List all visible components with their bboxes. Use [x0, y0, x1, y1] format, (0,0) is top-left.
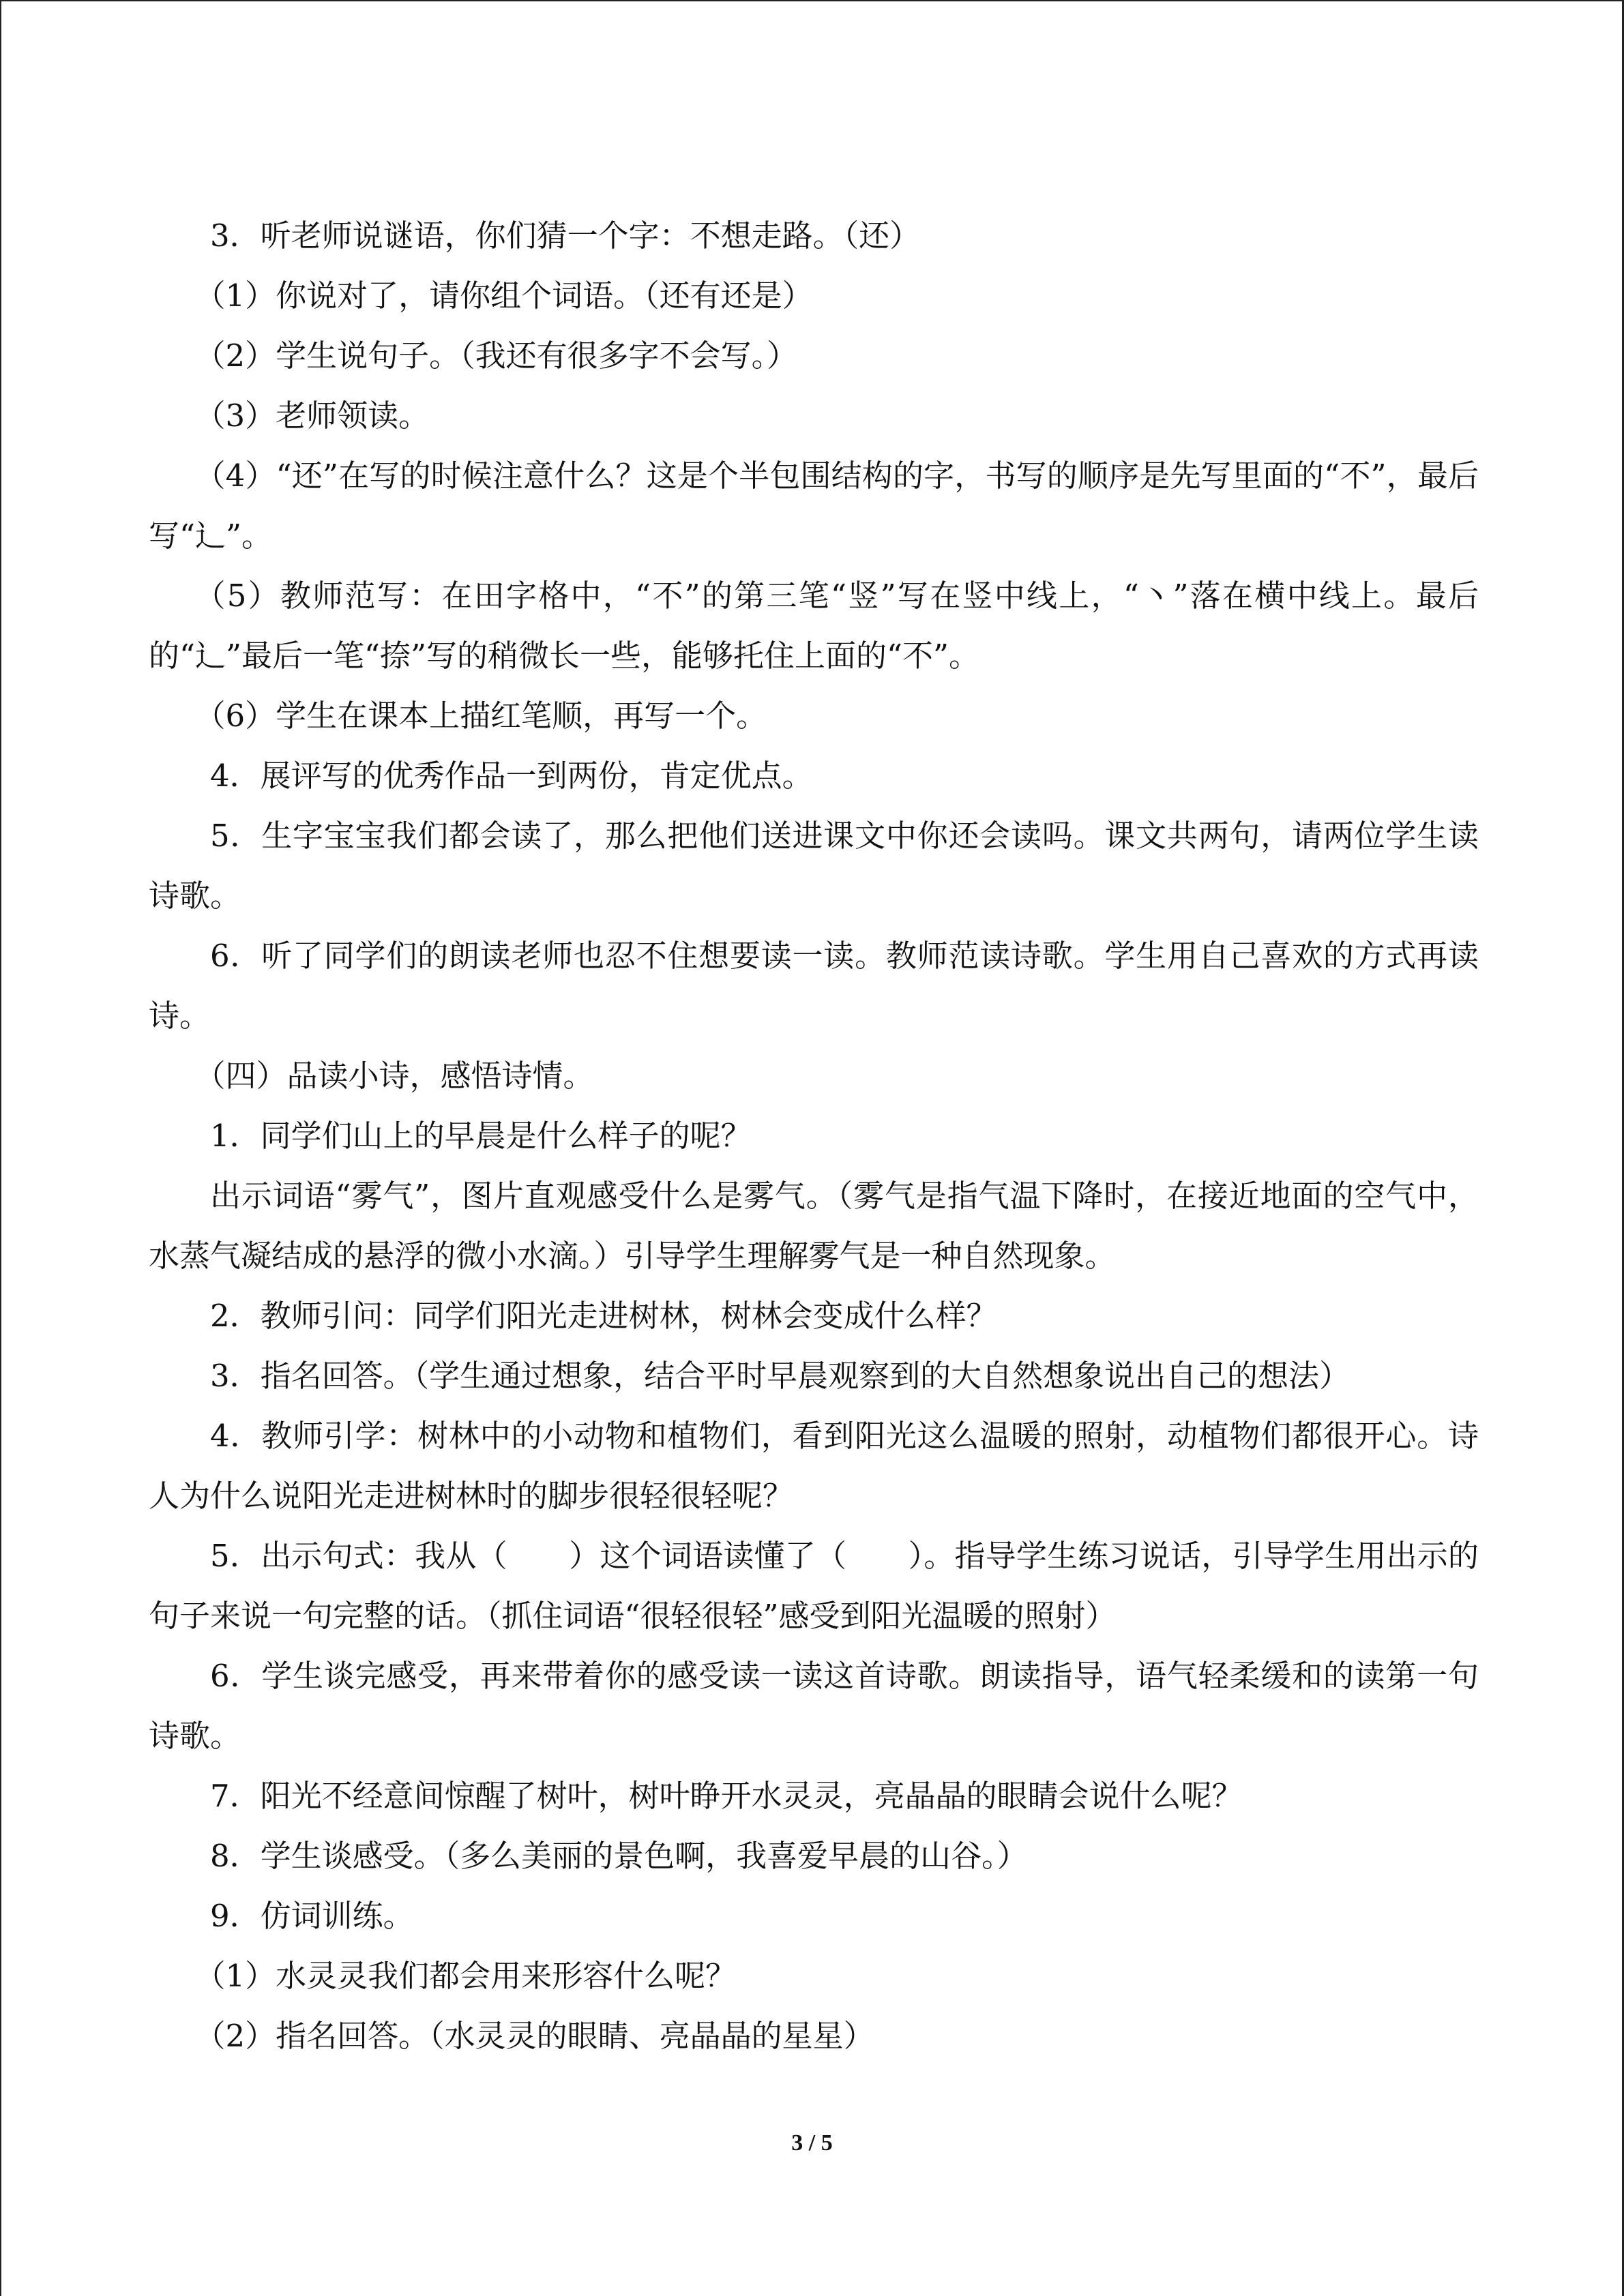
paragraph: （3）老师领读。	[194, 398, 430, 434]
page-border-top	[0, 0, 1624, 1]
paragraph: 5．生字宝宝我们都会读了，那么把他们送进课文中你还会读吗。课文共两句，请两位学生读诗歌。	[149, 818, 1479, 914]
paragraph: 8．学生谈感受。（多么美丽的景色啊，我喜爱早晨的山谷。）	[210, 1838, 1028, 1874]
paragraph: 出示词语“雾气”，图片直观感受什么是雾气。（雾气是指气温下降时，在接近地面的空气中，水蒸气凝结成的悬浮的微小水滴。）引导学生理解雾气是一种自然现象。	[149, 1178, 1479, 1274]
paragraph: 7．阳光不经意间惊醒了树叶，树叶睁开水灵灵，亮晶晶的眼睛会说什么呢？	[210, 1778, 1243, 1814]
page-border-left	[0, 0, 1, 2296]
paragraph: （6）学生在课本上描红笔顺，再写一个。	[194, 698, 767, 734]
paragraph: （2）学生说句子。（我还有很多字不会写。）	[194, 338, 798, 374]
paragraph: （4）“还”在写的时候注意什么？这是个半包围结构的字，书写的顺序是先写里面的“不”，最后写“辶”。	[149, 458, 1479, 554]
paragraph: （1）你说对了，请你组个词语。（还有还是）	[194, 278, 813, 314]
paragraph: 2．教师引问：同学们阳光走进树林，树林会变成什么样？	[210, 1298, 997, 1334]
paragraph: 4．展评写的优秀作品一到两份，肯定优点。	[210, 758, 813, 794]
paragraph: （5）教师范写：在田字格中，“不”的第三笔“竖”写在竖中线上，“丶”落在横中线上。最后的“辶”最后一笔“捺”写的稍微长一些，能够托住上面的“不”。	[149, 578, 1479, 674]
document-body	[149, 206, 1479, 2066]
paragraph: （1）水灵灵我们都会用来形容什么呢？	[194, 1958, 737, 1994]
paragraph: （2）指名回答。（水灵灵的眼睛、亮晶晶的星星）	[194, 2018, 874, 2054]
paragraph: 3．指名回答。（学生通过想象，结合平时早晨观察到的大自然想象说出自己的想法）	[210, 1358, 1350, 1394]
section-heading: （四）品读小诗，感悟诗情。	[194, 1058, 594, 1094]
paragraph: 1．同学们山上的早晨是什么样子的呢？	[210, 1118, 752, 1154]
paragraph: 9．仿词训练。	[210, 1898, 414, 1934]
paragraph: 4．教师引学：树林中的小动物和植物们，看到阳光这么温暖的照射，动植物们都很开心。诗人为什么说阳光走进树林时的脚步很轻很轻呢？	[149, 1418, 1479, 1514]
paragraph: 6．听了同学们的朗读老师也忍不住想要读一读。教师范读诗歌。学生用自己喜欢的方式再读诗。	[149, 938, 1479, 1034]
paragraph: 5．出示句式：我从（ ）这个词语读懂了（ ）。指导学生练习说话，引导学生用出示的句子来说一句完整的话。（抓住词语“很轻很轻”感受到阳光温暖的照射）	[149, 1538, 1479, 1634]
paragraph: 3．听老师说谜语，你们猜一个字：不想走路。（还）	[210, 218, 921, 254]
paragraph: 6．学生谈完感受，再来带着你的感受读一读这首诗歌。朗读指导，语气轻柔缓和的读第一句诗歌。	[149, 1658, 1479, 1754]
page-number: 3 / 5	[791, 2130, 833, 2156]
